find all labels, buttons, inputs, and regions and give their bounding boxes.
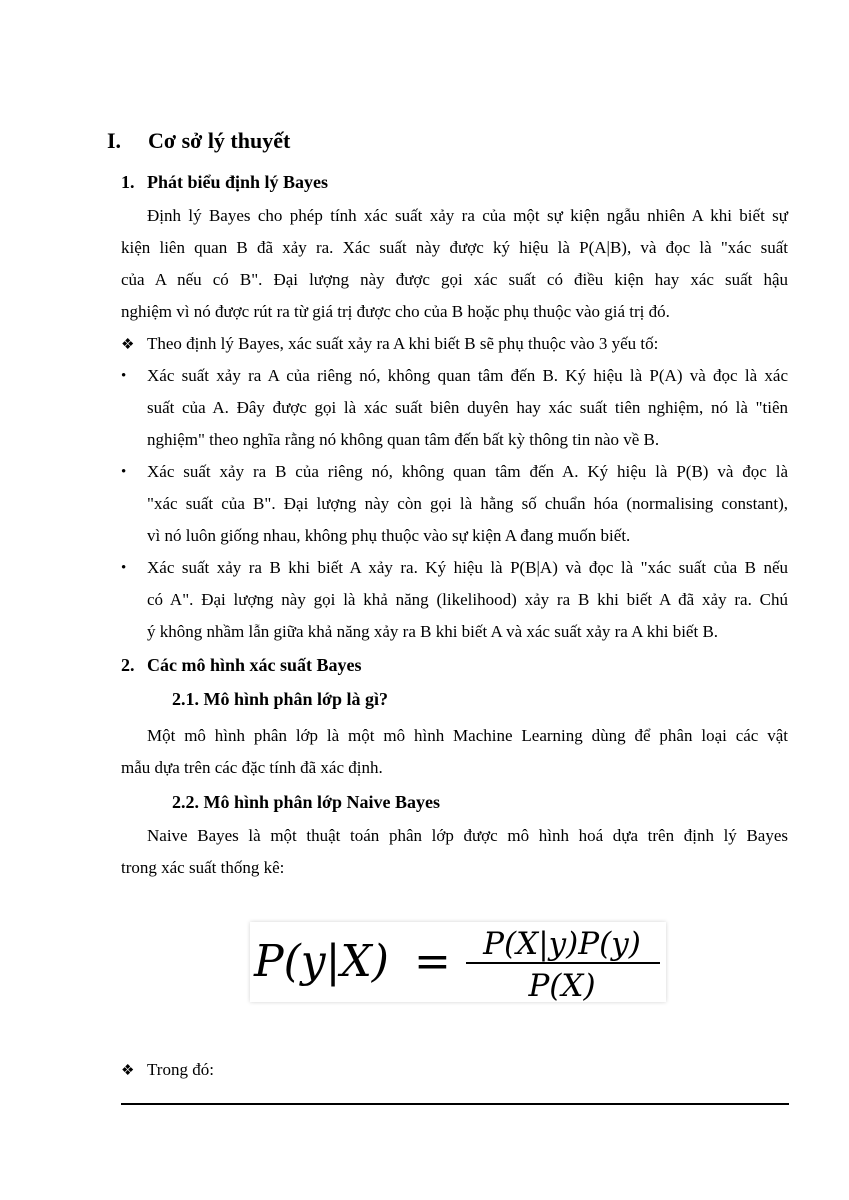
paragraph-line: Naive Bayes là một thuật toán phân lớp được mô hình hoá dựa trên định lý Bayes bbox=[147, 826, 788, 845]
formula-denominator: P(X) bbox=[528, 968, 596, 1002]
classifier-paragraph bbox=[121, 720, 788, 784]
trong-do-item bbox=[121, 1054, 214, 1087]
section-number: I. bbox=[107, 128, 122, 153]
bullet-dot-icon: • bbox=[121, 560, 127, 576]
subsection-2-heading bbox=[121, 655, 362, 676]
formula-numerator: P(X|y)P(y) bbox=[483, 926, 641, 962]
section-title: Cơ sở lý thuyết bbox=[148, 128, 291, 153]
factors-intro bbox=[121, 328, 658, 361]
bayes-formula bbox=[250, 922, 666, 1002]
formula-lhs: P(y|X) bbox=[254, 936, 389, 987]
formula-equals: = bbox=[414, 936, 451, 987]
bayes-definition-paragraph bbox=[121, 200, 788, 328]
bullet-line: vì nó luôn giống nhau, không phụ thuộc vào sự kiện A đang muốn biết. bbox=[147, 526, 631, 545]
factors-intro-text: Theo định lý Bayes, xác suất xảy ra A khi biết B sẽ phụ thuộc vào 3 yếu tố: bbox=[147, 334, 659, 353]
subsection-1-number: 1. bbox=[121, 172, 135, 192]
paragraph-line: kiện liên quan B đã xảy ra. Xác suất này được ký hiệu là P(A|B), và đọc là "xác suất bbox=[121, 238, 788, 257]
footer-rule bbox=[121, 1103, 789, 1105]
section-heading bbox=[107, 128, 290, 154]
naive-bayes-paragraph bbox=[121, 820, 788, 884]
bullet-line: suất của A. Đây được gọi là xác suất biên duyên hay xác suất tiên nghiệm, nó là "tiên bbox=[147, 398, 788, 417]
bullet-dot-icon: • bbox=[121, 368, 127, 384]
paragraph-line: Định lý Bayes cho phép tính xác suất xảy ra của một sự kiện ngẫu nhiên A khi biết sự bbox=[147, 206, 788, 225]
bullet-line: "xác suất của B". Đại lượng này còn gọi là hằng số chuẩn hóa (normalising constant), bbox=[147, 494, 788, 513]
bullet-line: có A". Đại lượng này gọi là khả năng (likelihood) xảy ra B khi biết A đã xảy ra. Chú bbox=[147, 590, 788, 609]
subsection-2-title: Các mô hình xác suất Bayes bbox=[147, 655, 362, 675]
subsection-2-2-heading: 2.2. Mô hình phân lớp Naive Bayes bbox=[172, 792, 441, 812]
bullet-line: ý không nhầm lẫn giữa khả năng xảy ra B khi biết A và xác suất xảy ra A khi biết B. bbox=[147, 622, 719, 641]
subsection-1-heading bbox=[121, 172, 328, 193]
diamond-bullet-icon: ❖ bbox=[121, 1063, 135, 1079]
bullet-line: Xác suất xảy ra A của riêng nó, không quan tâm đến B. Ký hiệu là P(A) và đọc là xác bbox=[147, 366, 788, 385]
bullet-dot-icon: • bbox=[121, 464, 127, 480]
paragraph-line: của A nếu có B". Đại lượng này được gọi xác suất có điều kiện hay xác suất hậu bbox=[121, 270, 788, 289]
bullet-line: Xác suất xảy ra B của riêng nó, không quan tâm đến A. Ký hiệu là P(B) và đọc là bbox=[147, 462, 788, 481]
bullet-item bbox=[121, 552, 788, 648]
subsection-2-number: 2. bbox=[121, 655, 135, 675]
paragraph-line: mẫu dựa trên các đặc tính đã xác định. bbox=[121, 758, 383, 777]
paragraph-line: trong xác suất thống kê: bbox=[121, 858, 285, 877]
bullet-item bbox=[121, 360, 788, 456]
subsection-2-1-heading: 2.1. Mô hình phân lớp là gì? bbox=[172, 689, 389, 709]
paragraph-line: Một mô hình phân lớp là một mô hình Machine Learning dùng để phân loại các vật bbox=[147, 726, 788, 745]
bullet-line: nghiệm" theo nghĩa rằng nó không quan tâm đến bất kỳ thông tin nào về B. bbox=[147, 430, 660, 449]
diamond-bullet-icon: ❖ bbox=[121, 337, 135, 353]
bullet-item bbox=[121, 456, 788, 552]
formula-graphic bbox=[250, 922, 666, 1002]
subsection-1-title: Phát biểu định lý Bayes bbox=[147, 172, 329, 192]
trong-do-text: Trong đó: bbox=[147, 1060, 214, 1079]
paragraph-line: nghiệm vì nó được rút ra từ giá trị được cho của B hoặc phụ thuộc vào giá trị đó. bbox=[121, 302, 670, 321]
bullet-line: Xác suất xảy ra B khi biết A xảy ra. Ký hiệu là P(B|A) và đọc là "xác suất của B nếu bbox=[147, 558, 788, 577]
